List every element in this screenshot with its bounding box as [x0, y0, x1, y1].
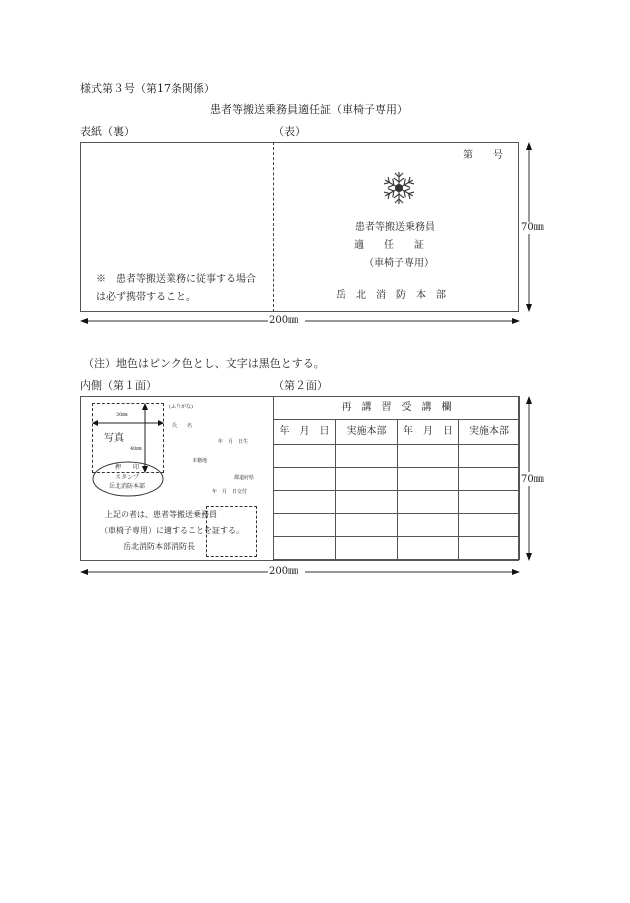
furigana-label: (ふりがな) — [169, 404, 193, 410]
card-number: 第 号 — [463, 150, 503, 161]
inner-height-label: 70㎜ — [521, 474, 544, 485]
table-row — [274, 468, 520, 491]
outer-card — [80, 142, 519, 312]
issuer-name: 岳 北 消 防 本 部 — [336, 290, 446, 301]
color-note: （注）地色はピンク色とし、文字は黒色とする。 — [83, 357, 325, 370]
inner-page2-label: （第２面） — [273, 379, 328, 392]
prefecture-label: 都道府県 — [234, 475, 255, 481]
certify-text-2: （車椅子専用）に適することを証する。 — [100, 526, 244, 535]
table-title: 再 講 習 受 講 欄 — [274, 397, 520, 420]
fold-line — [273, 142, 274, 312]
certificate-title-3: （車椅子専用） — [364, 258, 434, 269]
certificate-title-1: 患者等搬送乗務員 — [355, 222, 435, 233]
chief-seal-area — [206, 506, 257, 557]
inner-page1-label: 内側（第１面） — [80, 379, 157, 392]
document-title: 患者等搬送乗務員適任証（車椅子専用） — [210, 103, 408, 116]
certify-text-3: 岳北消防本部消防長 — [123, 542, 195, 551]
domicile-label: 本籍地 — [192, 458, 208, 464]
photo-label: 写真 — [104, 433, 124, 444]
photo-width-label: 30㎜ — [116, 412, 128, 418]
inner-width-arrow — [80, 567, 520, 577]
outer-height-label: 70㎜ — [521, 222, 544, 233]
outer-width-label: 200㎜ — [269, 315, 299, 326]
table-row — [274, 514, 520, 537]
table-header: 年 月 日 — [398, 420, 459, 445]
carry-note-1: ※ 患者等搬送業務に従事する場合 — [96, 274, 256, 285]
stamp-label: スタンプ — [115, 474, 140, 481]
carry-note-2: は必ず携帯すること。 — [96, 292, 196, 303]
outer-front-label: （表） — [273, 125, 306, 138]
form-number: 様式第３号（第17条関係） — [80, 82, 215, 95]
outer-back-label: 表紙（裏） — [80, 125, 135, 138]
stamp-dept-label: 岳北消防本部 — [109, 483, 146, 490]
retraining-table — [273, 396, 520, 560]
table-row — [274, 537, 520, 560]
seal-label: 押 印 — [115, 464, 140, 471]
table-row — [274, 491, 520, 514]
table-row — [274, 445, 520, 468]
table-header: 実施本部 — [336, 420, 398, 445]
snowflake-emblem-icon — [381, 170, 417, 206]
name-label: 氏 名 — [172, 423, 193, 429]
table-header: 実施本部 — [459, 420, 520, 445]
certify-text-1: 上記の者は、患者等搬送乗務員 — [105, 510, 217, 519]
outer-width-arrow — [80, 316, 520, 326]
photo-height-label: 40㎜ — [130, 446, 142, 452]
certificate-title-2: 適 任 証 — [354, 240, 424, 251]
issue-date-label: 年 月 日交付 — [212, 489, 248, 495]
birth-date-label: 年 月 日生 — [218, 439, 249, 445]
inner-width-label: 200㎜ — [269, 566, 299, 577]
table-header: 年 月 日 — [274, 420, 336, 445]
